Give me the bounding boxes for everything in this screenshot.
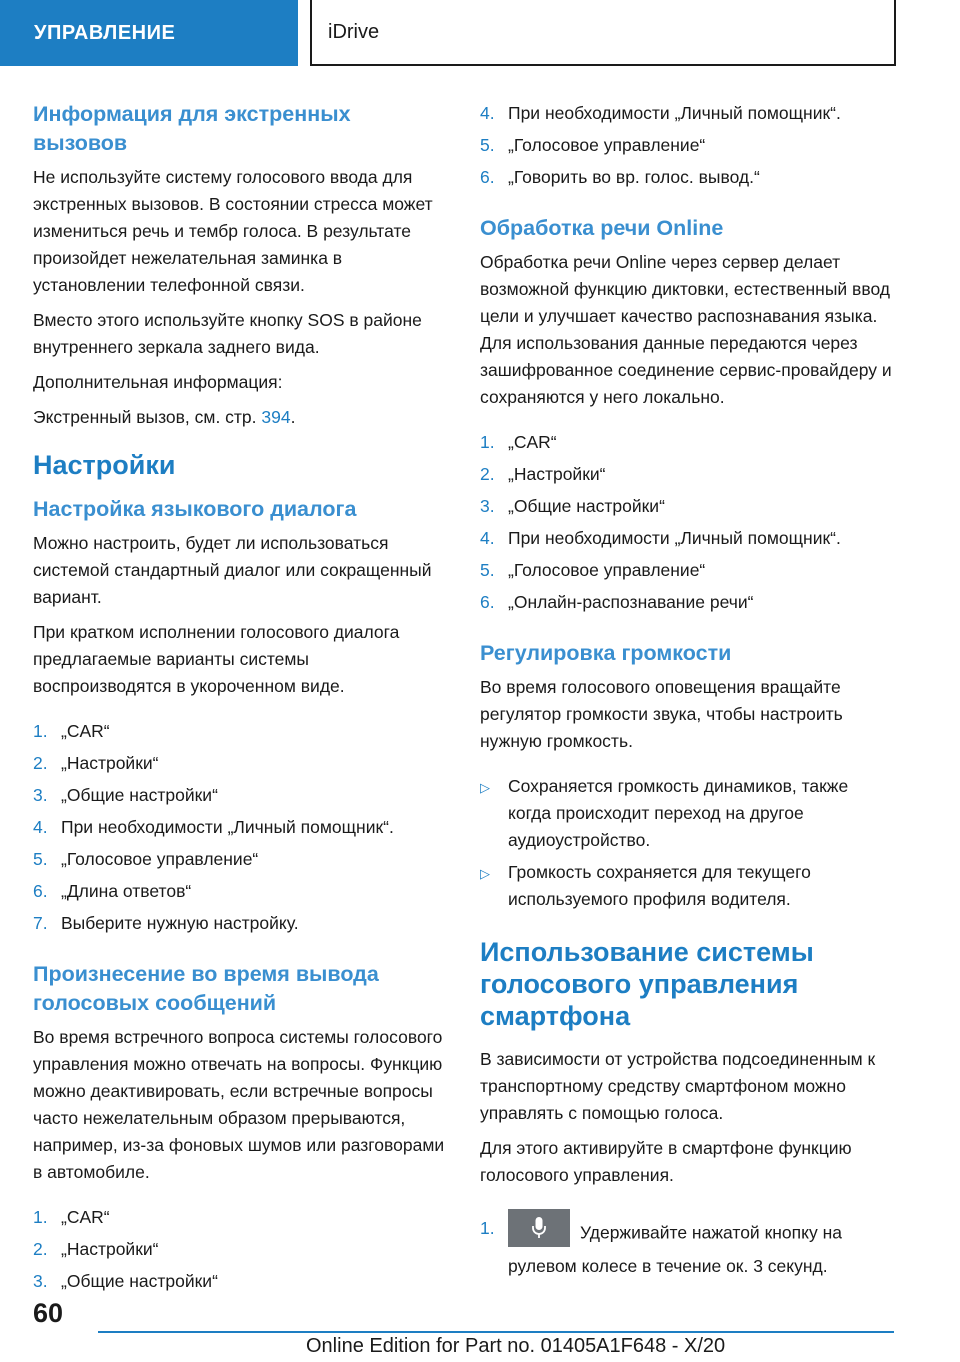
step-text: „Общие настройки“ bbox=[61, 785, 218, 805]
step-text: Удерживайте нажатой кнопку на рулевом колесе в течение ок. 3 секунд. bbox=[508, 1222, 842, 1276]
list-item bbox=[480, 493, 895, 520]
bullet-item bbox=[480, 773, 895, 854]
emergency-reference-end: . bbox=[290, 407, 296, 427]
microphone-icon bbox=[531, 1216, 547, 1240]
smartphone-paragraph-2: Для этого активируйте в смартфоне функцию голосового управления. bbox=[480, 1138, 852, 1185]
step-number: 5. bbox=[480, 135, 495, 155]
speak-heading: Произнесение во время вывода голосовых сообщений bbox=[33, 962, 379, 1015]
dialog-paragraph-2: При кратком исполнении голосового диалога предлагаемые варианты системы воспроизводятся в укороченном виде. bbox=[33, 622, 400, 696]
step-text: „CAR“ bbox=[61, 1207, 110, 1227]
step-number: 7. bbox=[33, 913, 48, 933]
list-item bbox=[480, 589, 895, 616]
smartphone-paragraph-1: В зависимости от устройства подсоединенным к транспортному средству смартфоном можно управлять с помощью голоса. bbox=[480, 1049, 876, 1123]
step-text: „Настройки“ bbox=[61, 753, 159, 773]
dialog-heading: Настройка языкового диалога bbox=[33, 497, 357, 521]
volume-bullets bbox=[480, 773, 895, 913]
emergency-reference-text: Экстренный вызов, см. стр. bbox=[33, 407, 257, 427]
dialog-steps-list bbox=[33, 718, 448, 937]
right-column bbox=[480, 100, 895, 1285]
step-text-wrap bbox=[508, 1215, 895, 1280]
list-item bbox=[33, 782, 448, 809]
emergency-paragraph-2: Вместо этого используйте кнопку SOS в районе внутреннего зеркала заднего вида. bbox=[33, 310, 422, 357]
dialog-paragraph-1: Можно настроить, будет ли использоваться системой стандартный диалог или сокращенный вариант. bbox=[33, 533, 432, 607]
list-item bbox=[480, 557, 895, 584]
step-number: 6. bbox=[480, 592, 495, 612]
step-text: „CAR“ bbox=[61, 721, 110, 741]
list-item bbox=[33, 1236, 448, 1263]
list-item bbox=[33, 718, 448, 745]
list-item bbox=[33, 878, 448, 905]
step-number: 1. bbox=[480, 1218, 495, 1238]
step-number: 1. bbox=[480, 432, 495, 452]
speak-paragraph-1: Во время встречного вопроса системы голосового управления можно отвечать на вопросы. Функцию можно деактивировать, если встречные вопросы часто нежелательным образом прерываются, например, из-за фоновых шумов или разговорами в автомобиле. bbox=[33, 1027, 445, 1182]
online-heading: Обработка речи Online bbox=[480, 216, 724, 240]
online-steps-list bbox=[480, 429, 895, 616]
emergency-paragraph-1: Не используйте систему голосового ввода для экстренных вызовов. В состоянии стресса может измениться речь и тембр голоса. В результате произойдет нежелательная заминка в установлении телефонной связи. bbox=[33, 167, 433, 295]
step-text: При необходимости „Личный помощник“. bbox=[508, 103, 841, 123]
page-link-394[interactable]: 394 bbox=[261, 407, 291, 427]
bullet-text: Громкость сохраняется для текущего используемого профиля водителя. bbox=[508, 862, 811, 909]
list-item bbox=[33, 1204, 448, 1231]
footer-divider bbox=[98, 1331, 894, 1333]
step-text: „CAR“ bbox=[508, 432, 557, 452]
step-text: „Голосовое управление“ bbox=[61, 849, 259, 869]
step-text: „Общие настройки“ bbox=[61, 1271, 218, 1291]
emergency-reference bbox=[33, 404, 448, 431]
microphone-button-icon bbox=[508, 1209, 570, 1247]
step-text: „Голосовое управление“ bbox=[508, 560, 706, 580]
bullet-text: Сохраняется громкость динамиков, также когда происходит переход на другое аудиоустройство. bbox=[508, 776, 849, 850]
list-item bbox=[480, 461, 895, 488]
step-number: 6. bbox=[480, 167, 495, 187]
step-number: 4. bbox=[33, 817, 48, 837]
step-number: 5. bbox=[480, 560, 495, 580]
step-text: При необходимости „Личный помощник“. bbox=[508, 528, 841, 548]
step-number: 3. bbox=[33, 1271, 48, 1291]
step-text: „Общие настройки“ bbox=[508, 496, 665, 516]
list-item bbox=[33, 846, 448, 873]
step-text: „Настройки“ bbox=[508, 464, 606, 484]
step-number: 1. bbox=[33, 721, 48, 741]
step-number: 4. bbox=[480, 528, 495, 548]
step-text: „Онлайн-распознавание речи“ bbox=[508, 592, 754, 612]
list-item bbox=[480, 429, 895, 456]
page-number: 60 bbox=[33, 1298, 64, 1328]
step-number: 2. bbox=[480, 464, 495, 484]
chapter-title: iDrive bbox=[310, 0, 896, 66]
step-text: „Длина ответов“ bbox=[61, 881, 192, 901]
page-header bbox=[0, 0, 960, 66]
step-text: „Голосовое управление“ bbox=[508, 135, 706, 155]
volume-heading: Регулировка громкости bbox=[480, 641, 732, 665]
step-number: 2. bbox=[33, 753, 48, 773]
emergency-paragraph-3: Дополнительная информация: bbox=[33, 372, 283, 392]
speak-steps-list bbox=[33, 1204, 448, 1295]
triangle-right-icon: ▷ bbox=[480, 780, 490, 795]
step-number: 4. bbox=[480, 103, 495, 123]
edition-footer: Online Edition for Part no. 01405A1F648 - X/20 bbox=[306, 1335, 726, 1357]
list-item bbox=[480, 164, 895, 191]
list-item bbox=[480, 525, 895, 552]
volume-paragraph-1: Во время голосового оповещения вращайте регулятор громкости звука, чтобы настроить нужную громкость. bbox=[480, 677, 843, 751]
step-number: 6. bbox=[33, 881, 48, 901]
section-tab: УПРАВЛЕНИЕ bbox=[0, 0, 298, 66]
list-item bbox=[33, 750, 448, 777]
speak-steps-continued bbox=[480, 100, 895, 191]
smartphone-heading: Использование системы голосового управления смартфона bbox=[480, 937, 814, 1031]
step-text: „Настройки“ bbox=[61, 1239, 159, 1259]
list-item bbox=[33, 910, 448, 937]
step-number: 3. bbox=[480, 496, 495, 516]
emergency-heading: Информация для экстренных вызовов bbox=[33, 102, 351, 155]
smartphone-step-1 bbox=[480, 1215, 895, 1280]
step-number: 1. bbox=[33, 1207, 48, 1227]
bullet-item bbox=[480, 859, 895, 913]
list-item bbox=[480, 132, 895, 159]
step-text: При необходимости „Личный помощник“. bbox=[61, 817, 394, 837]
step-text: „Говорить во вр. голос. вывод.“ bbox=[508, 167, 760, 187]
step-number: 3. bbox=[33, 785, 48, 805]
step-number: 2. bbox=[33, 1239, 48, 1259]
online-paragraph-1: Обработка речи Online через сервер делает возможной функцию диктовки, естественный ввод цели и улучшает качество распознавания языка. Для использования данные передаются через зашифрованное соединение сервис-провайдеру и сохраняются у него локально. bbox=[480, 252, 892, 407]
triangle-right-icon: ▷ bbox=[480, 866, 490, 881]
step-text: Выберите нужную настройку. bbox=[61, 913, 299, 933]
left-column bbox=[33, 100, 448, 1300]
list-item bbox=[33, 814, 448, 841]
step-number: 5. bbox=[33, 849, 48, 869]
list-item bbox=[33, 1268, 448, 1295]
list-item bbox=[480, 100, 895, 127]
settings-heading: Настройки bbox=[33, 450, 176, 480]
